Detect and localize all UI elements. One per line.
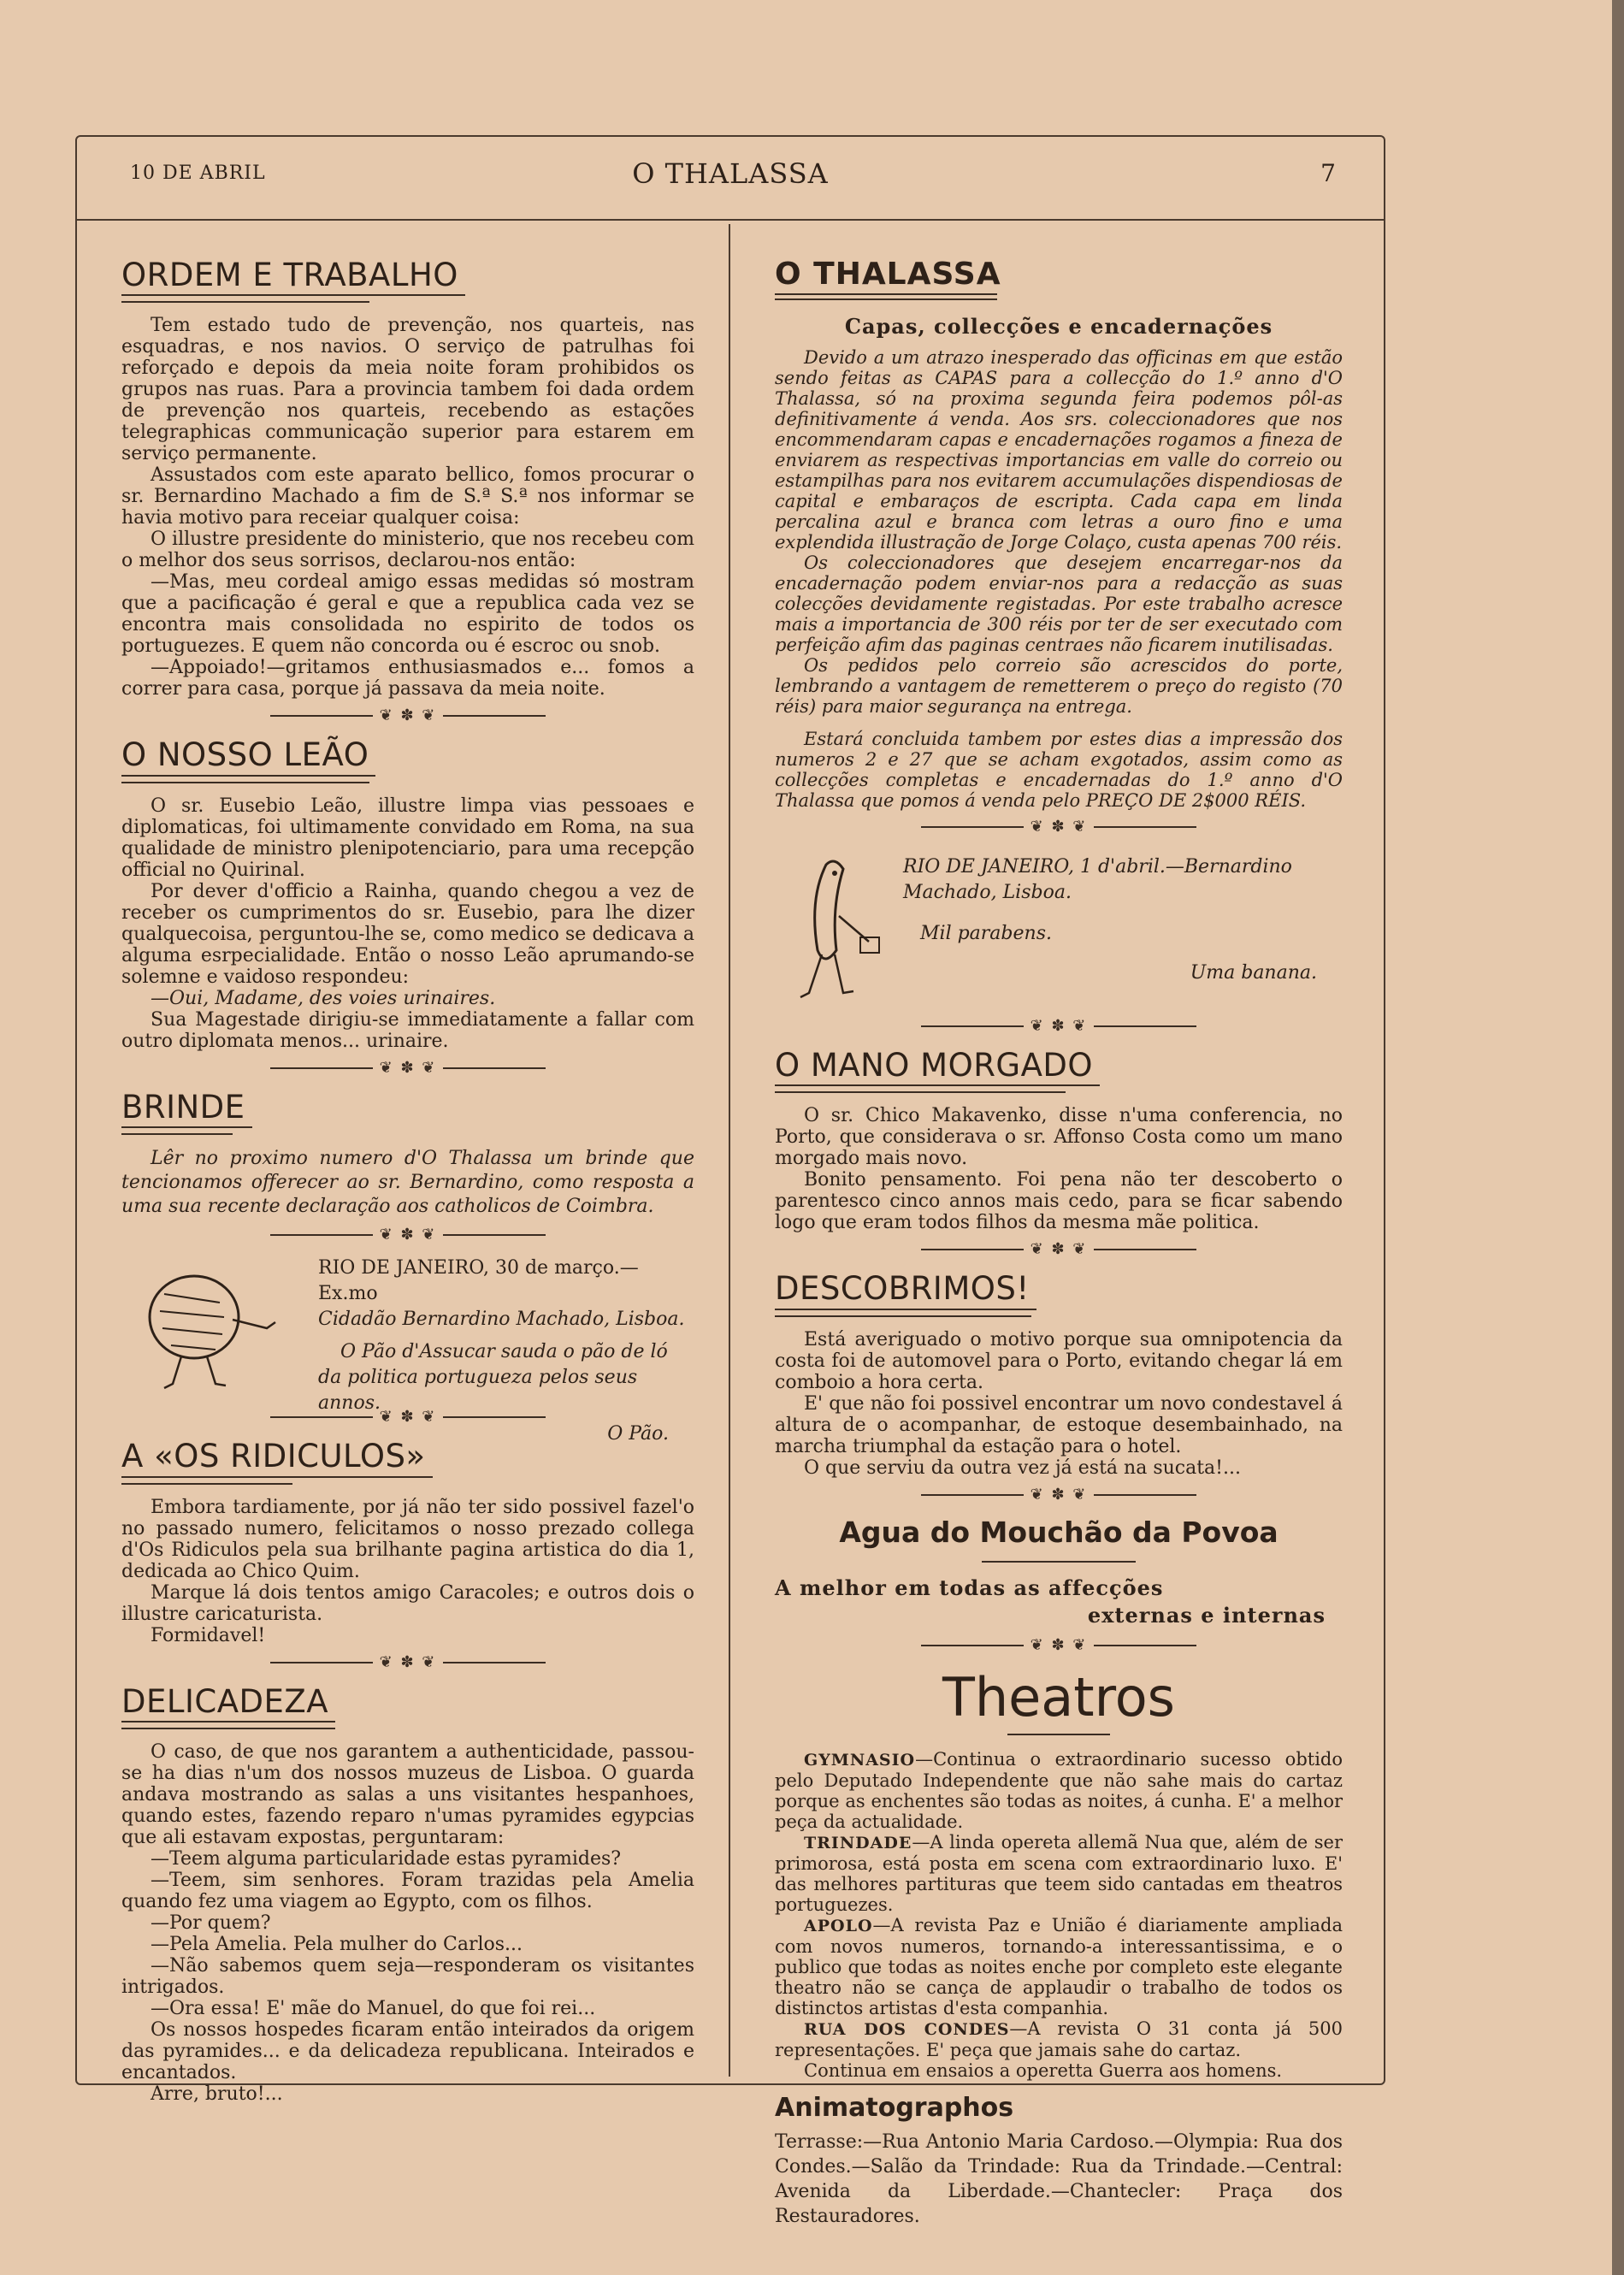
telegram-message: O Pão d'Assucar sauda o pão de ló da politica portugueza pelos seus annos. <box>318 1341 668 1415</box>
bread-loaf-illustration <box>130 1264 301 1392</box>
theatre-listing <box>775 1749 1343 1832</box>
article-leao <box>121 736 694 1051</box>
theatre-name: RUA DOS CONDES <box>804 2019 1010 2039</box>
paragraph: —Oui, Madame, des voies urinaires. <box>151 987 496 1009</box>
article-descobrimos <box>775 1270 1343 1478</box>
paragraph: Formidavel! <box>151 1624 266 1646</box>
ornament-divider: ❦ ✽ ❦ <box>121 1226 694 1244</box>
ornament-divider: ❦ ✽ ❦ <box>775 1240 1343 1258</box>
paragraph: E' que não foi possivel encontrar um novo condestavel á altura de o acompanhar, de estoque desembainhado, na marcha triumphal da estação para o hotel. <box>775 1392 1343 1457</box>
paragraph: —Teem alguma particularidade estas pyramides? <box>151 1847 622 1870</box>
theatre-listing <box>775 1832 1343 1915</box>
paragraph: O que serviu da outra vez já está na sucata!... <box>804 1457 1241 1479</box>
article-brinde <box>121 1089 694 1219</box>
telegram-text <box>903 848 1343 986</box>
article-ridiculos <box>121 1438 694 1646</box>
animatographos-section <box>775 2093 1343 2229</box>
telegram-pao <box>121 1256 694 1445</box>
telegram-banana <box>775 848 1343 1010</box>
advert-line: A melhor em todas as affecções <box>775 1575 1164 1600</box>
section-title: Theatros <box>942 1665 1175 1728</box>
article-subtitle: Capas, collecções e encadernações <box>844 314 1273 339</box>
paragraph: Por dever d'officio a Rainha, quando chegou a vez de receber os cumprimentos do sr. Eusebio, para lhe dizer qualquecoisa, perguntou-lhe se, como medico se dedicava a alguma esrpecialidade. Então o nosso Leão aprumando-se solemne e vaidoso respondeu: <box>121 880 694 988</box>
article-title: DELICADEZA <box>121 1683 335 1722</box>
page-frame <box>75 135 1385 2227</box>
paragraph: Os pedidos pelo correio são acrescidos do porte, lembrando a vantagem de remetterem o preço do registo (70 réis) para maior segurança na entrega. <box>775 655 1343 717</box>
cinema-listing: Terrasse:—Rua Antonio Maria Cardoso.—Olympia: Rua dos Condes.—Salão da Trindade: Rua da Trindade.—Central: Avenida da Liberdade.—Chantecler: Praça dos Restauradores. <box>775 2130 1343 2227</box>
theatre-listing <box>775 1915 1343 2018</box>
title-underline <box>1007 1734 1110 1735</box>
advert-line: externas e internas <box>1087 1602 1326 1628</box>
article-title: O MANO MORGADO <box>775 1047 1100 1086</box>
paper-edge <box>1612 0 1624 2275</box>
telegram-line: Cidadão Bernardino Machado, Lisboa. <box>318 1309 685 1331</box>
paragraph: —Mas, meu cordeal amigo essas medidas só mostram que a pacificação é geral e que a republica cada vez se encontra mais consolidada no espirito de todos os portuguezes. E quem não concorda ou é escroc ou snob. <box>121 571 694 658</box>
paragraph: Lêr no proximo numero d'O Thalassa um brinde que tencionamos offerecer ao sr. Bernardino, como resposta a uma sua recente declaração aos catholicos de Coimbra. <box>121 1148 694 1218</box>
title-underline <box>982 1561 1136 1563</box>
ornament-divider: ❦ ✽ ❦ <box>775 1486 1343 1504</box>
theatre-text: Continua em ensaios a operetta Guerra aos homens. <box>804 2059 1283 2081</box>
telegram-signature: Uma banana. <box>1190 962 1317 984</box>
ornament-divider: ❦ ✽ ❦ <box>775 1636 1343 1654</box>
theatre-text: —Continua o extraordinario sucesso obtido pelo Deputado Independente que não sahe mais do cartaz porque as enchentes são todas as noites, á cunha. E' a melhor peça da actualidade. <box>775 1748 1343 1832</box>
ornament-divider: ❦ ✽ ❦ <box>775 818 1343 836</box>
advert-title: Agua do Mouchão da Povoa <box>839 1515 1279 1549</box>
article-morgado <box>775 1047 1343 1233</box>
title-underline <box>775 1091 1066 1093</box>
paragraph: —Ora essa! E' mãe do Manuel, do que foi rei... <box>151 1997 596 2019</box>
theatre-name: GYMNASIO <box>804 1750 916 1770</box>
title-underline <box>121 1728 335 1729</box>
left-column <box>121 257 694 2105</box>
paragraph: Marque lá dois tentos amigo Caracoles; e outros dois o illustre caricaturista. <box>121 1581 694 1625</box>
paragraph: Tem estado tudo de prevenção, nos quarteis, nas esquadras, e nos navios. O serviço de patrulhas foi reforçado e depois da meia noite foram prohibidos os grupos nas ruas. Para a provincia tambem foi dada ordem de prevenção nos quarteis, recebendo as estações telegraphicas communicação superior para estarem em serviço permanente. <box>121 315 694 465</box>
article-title: BRINDE <box>121 1089 252 1128</box>
issue-date: 10 DE ABRIL <box>130 162 266 184</box>
telegram-message: Mil parabens. <box>920 923 1052 944</box>
title-underline <box>775 298 997 300</box>
paragraph: Os nossos hospedes ficaram então inteirados da origem das pyramides... e da delicadeza republicana. Inteirados e encantados. <box>121 2018 694 2083</box>
article-title: A «OS RIDICULOS» <box>121 1438 433 1477</box>
paragraph: Sua Magestade dirigiu-se immediatamente a fallar com outro diplomata menos... urinaire. <box>121 1008 694 1052</box>
telegram-line: RIO DE JANEIRO, 30 de março.—Ex.mo <box>318 1257 639 1305</box>
telegram-line: RIO DE JANEIRO, 1 d'abril.—Bernardino Machado, Lisboa. <box>903 856 1292 903</box>
banana-figure-illustration <box>775 848 895 1010</box>
theatre-name: TRINDADE <box>804 1833 912 1852</box>
paragraph: Devido a um atrazo inesperado das officinas em que estão sendo feitas as CAPAS para a collecção do 1.º anno d'O Thalassa, só na proxima segunda feira podemos pôl-as definitivamente á venda. Aos srs. coleccionadores que nos encommendaram capas e encadernações rogamos a fineza de enviarem as respectivas importancias em valle do correio ou estampilhas para nos evitarem accumulações dispendiosas de capital e embaraços de escripta. Cada capa em linda percalina azul e branca com letras a ouro fino e uma explendida illustração de Jorge Colaço, custa apenas 700 réis. <box>775 347 1343 552</box>
title-underline <box>775 1315 1031 1317</box>
header-rule <box>77 219 1384 221</box>
article-ordem <box>121 257 694 700</box>
right-column <box>775 257 1343 2229</box>
paragraph: Está averiguado o motivo porque sua omnipotencia da costa foi de automovel para o Porto, evitando chegar lá em comboio a hora certa. <box>775 1328 1343 1393</box>
paragraph: —Teem, sim senhores. Foram trazidas pela Amelia quando fez uma viagem ao Egypto, com os filhos. <box>121 1869 694 1912</box>
paragraph: —Por quem? <box>151 1912 271 1934</box>
paragraph: Arre, bruto!... <box>151 2083 283 2105</box>
paragraph: Os coleccionadores que desejem encarregar-nos da encadernação podem enviar-nos para a redacção as suas colecções devidamente registadas. Por este trabalho acresce mais a importancia de 300 réis por ter de ser executado com perfeição afim das paginas centraes não ficarem inutilisadas. <box>775 552 1343 655</box>
title-underline <box>121 1133 233 1135</box>
paragraph: Assustados com este aparato bellico, fomos procurar o sr. Bernardino Machado a fim de S.ª S.ª nos informar se havia motivo para receiar qualquer coisa: <box>121 464 694 529</box>
theatre-listing <box>775 2060 1343 2081</box>
article-title: ORDEM E TRABALHO <box>121 257 465 296</box>
paragraph: —Não sabemos quem seja—responderam os visitantes intrigados. <box>121 1954 694 1998</box>
section-title: Animatographos <box>775 2092 1014 2123</box>
ornament-divider: ❦ ✽ ❦ <box>121 1408 694 1426</box>
title-underline <box>775 293 997 295</box>
theatre-text: —A revista O 31 conta já 500 representações. E' peça que jamais sahe do cartaz. <box>775 2018 1343 2060</box>
theatre-text: —A linda opereta allemã Nua que, além de ser primorosa, está posta em scena com extraordinario luxo. E' das melhores partituras que teem sido cantadas em theatros portuguezes. <box>775 1831 1343 1915</box>
ornament-divider: ❦ ✽ ❦ <box>121 706 694 724</box>
paragraph: —Appoiado!—gritamos enthusiasmados e... fomos a correr para casa, porque já passava da meia noite. <box>121 657 694 700</box>
paragraph: Bonito pensamento. Foi pena não ter descoberto o parentesco cinco annos mais cedo, para se ficar sabendo logo que eram todos filhos da mesma mãe politica. <box>775 1169 1343 1234</box>
paragraph: O caso, de que nos garantem a authenticidade, passou-se ha dias n'um dos nossos muzeus de Lisboa. O guarda andava mostrando as salas a uns visitantes hespanhoes, quando estes, fazendo reparo n'umas pyramides egypcias que ali estavam expostas, perguntaram: <box>121 1740 694 1848</box>
article-title: DESCOBRIMOS! <box>775 1270 1036 1309</box>
ornament-divider: ❦ ✽ ❦ <box>775 1017 1343 1035</box>
masthead-title: O THALASSA <box>632 157 829 190</box>
theatre-text: —A revista Paz e União é diariamente ampliada com novos numeros, tornando-a interessantissima, e o publico que todas as noites enche por completo este elegante theatro não se cança de applaudir o trabalho de todos os distinctos artistas d'esta companhia. <box>775 1914 1343 2018</box>
title-underline <box>121 782 369 783</box>
column-rule <box>729 224 730 2077</box>
page-number: 7 <box>1320 159 1336 187</box>
theatros-section <box>775 1666 1343 2081</box>
paragraph: O sr. Eusebio Leão, illustre limpa vias pessoaes e diplomaticas, foi ultimamente convidado em Roma, na sua qualidade de ministro plenipotenciario, para uma recepção official no Quirinal. <box>121 795 694 881</box>
article-title: O THALASSA <box>775 257 1001 292</box>
theatre-name: APOLO <box>804 1916 873 1935</box>
paragraph: —Pela Amelia. Pela mulher do Carlos... <box>151 1933 523 1955</box>
theatre-listing <box>775 2018 1343 2060</box>
article-thalassa <box>775 257 1343 811</box>
title-underline <box>121 301 369 303</box>
page-header <box>77 137 1384 219</box>
title-underline <box>121 1483 292 1485</box>
paragraph: Embora tardiamente, por já não ter sido possivel fazel'o no passado numero, felicitamos o nosso prezado collega d'Os Ridiculos pela sua brilhante pagina artistica do dia 1, dedicada ao Chico Quim. <box>121 1496 694 1582</box>
article-delicadeza <box>121 1683 694 2105</box>
paragraph: O sr. Chico Makavenko, disse n'uma conferencia, no Porto, que considerava o sr. Affonso Costa como um mano morgado mais novo. <box>775 1105 1343 1170</box>
article-title: O NOSSO LEÃO <box>121 736 375 776</box>
paragraph: O illustre presidente do ministerio, que nos recebeu com o melhor dos seus sorrisos, declarou-nos então: <box>121 529 694 572</box>
paragraph: Estará concluida tambem por estes dias a impressão dos numeros 2 e 27 que se acham exgotados, assim como as collecções completas e encadernadas do 1.º anno d'O Thalassa que pomos á venda pelo PREÇO DE 2$000 RÉIS. <box>775 729 1343 811</box>
ornament-divider: ❦ ✽ ❦ <box>121 1059 694 1077</box>
telegram-text <box>318 1256 694 1447</box>
telegram-signature: O Pão. <box>607 1423 669 1445</box>
advert-agua <box>775 1516 1343 1629</box>
ornament-divider: ❦ ✽ ❦ <box>121 1653 694 1671</box>
